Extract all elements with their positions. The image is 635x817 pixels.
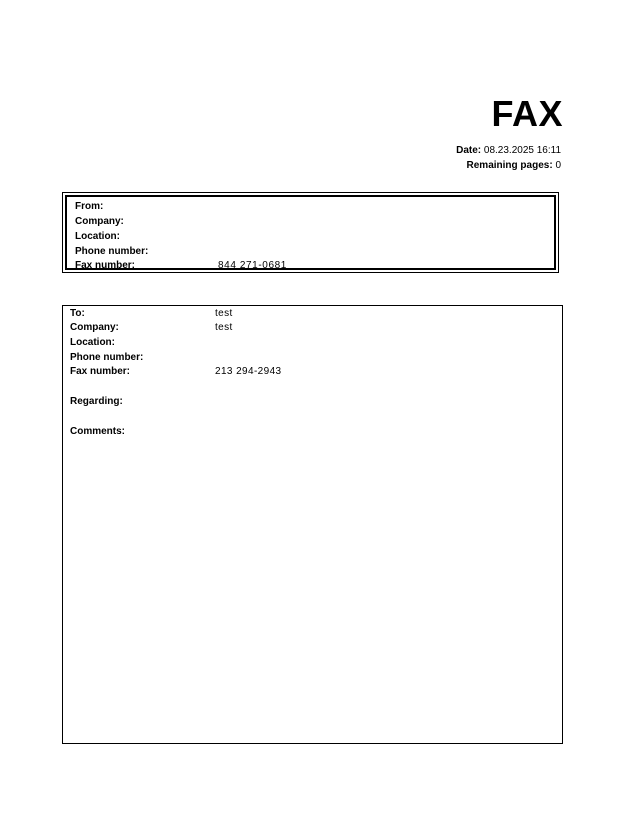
sender-section-inner — [65, 195, 556, 270]
sender-fax-label: Fax number: — [75, 260, 136, 271]
recipient-fax-label: Fax number: — [70, 366, 131, 377]
fax-title: FAX — [491, 93, 563, 134]
sender-company-label: Company: — [75, 216, 124, 227]
recipient-fax-value: 213 294-2943 — [215, 366, 282, 377]
recipient-to-label: To: — [70, 308, 85, 319]
remaining-pages-line — [467, 159, 561, 172]
recipient-company-label: Company: — [70, 322, 119, 333]
recipient-company-value: test — [215, 322, 233, 333]
date-line — [456, 144, 561, 157]
recipient-to-value: test — [215, 308, 233, 319]
recipient-section — [62, 305, 563, 744]
sender-phone-label: Phone number: — [75, 246, 149, 257]
sender-section — [62, 192, 559, 273]
remaining-pages-label: Remaining pages: — [466, 160, 553, 171]
recipient-location-label: Location: — [70, 337, 115, 348]
remaining-pages-value: 0 — [555, 160, 561, 171]
date-value: 08.23.2025 16:11 — [483, 145, 561, 156]
sender-location-label: Location: — [75, 231, 120, 242]
comments-label: Comments: — [70, 426, 126, 437]
date-label: Date: — [456, 145, 482, 156]
sender-from-label: From: — [75, 201, 104, 212]
sender-fax-value: 844 271-0681 — [218, 260, 287, 271]
regarding-label: Regarding: — [70, 396, 123, 407]
recipient-phone-label: Phone number: — [70, 352, 144, 363]
